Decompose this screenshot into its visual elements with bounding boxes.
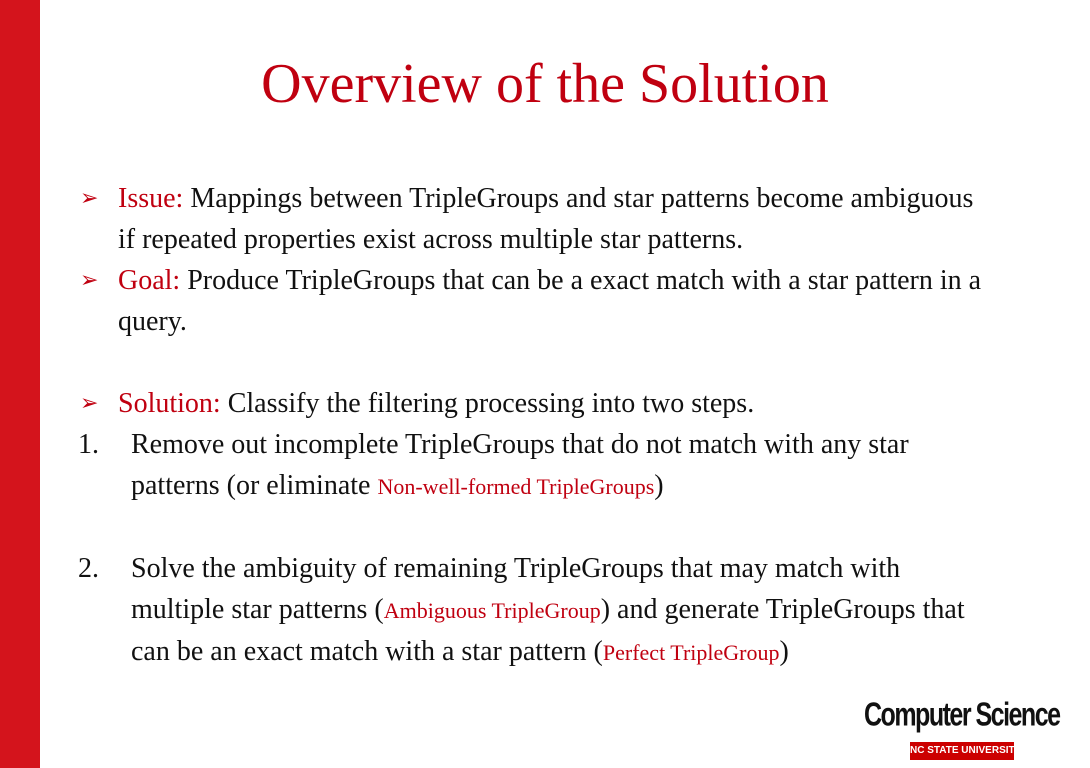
step-number: 1.	[78, 429, 99, 460]
bullet-item-goal	[78, 260, 988, 342]
step-text-middle: ) and generate TripleGroups that can be an exact match with a star pattern (	[131, 594, 965, 667]
step-text: Remove out incomplete TripleGroups that do not match with any star patterns (or eliminate	[131, 429, 909, 501]
bullet-text: Classify the filtering processing into two steps.	[220, 388, 755, 419]
step-term: Non-well-formed TripleGroups	[377, 474, 655, 499]
bullet-lead-label: Issue:	[118, 183, 184, 214]
bullet-text: Mappings between TripleGroups and star patterns become ambiguous if repeated properties exist across multiple star patterns.	[118, 183, 974, 255]
step-term: Ambiguous TripleGroup	[383, 598, 601, 623]
bullet-item-solution	[78, 383, 988, 424]
arrowhead-bullet-icon: ➢	[80, 268, 99, 293]
computer-science-logo	[864, 696, 1060, 760]
arrowhead-bullet-icon: ➢	[80, 186, 99, 211]
bullet-text: Produce TripleGroups that can be a exact match with a star pattern in a query.	[118, 265, 982, 337]
bullet-lead-label: Goal:	[118, 265, 181, 296]
bullet-item-issue	[78, 178, 988, 260]
slide-body	[78, 178, 988, 673]
step-text-end: )	[779, 636, 789, 667]
spacer	[78, 507, 988, 548]
numbered-step-1	[78, 424, 988, 507]
bullet-lead-label: Solution:	[118, 388, 221, 419]
step-term-2: Perfect TripleGroup	[602, 640, 780, 665]
step-number: 2.	[78, 553, 99, 584]
step-text: Solve the ambiguity of remaining TripleGroups that may match with multiple star patterns (	[131, 553, 901, 625]
spacer	[78, 342, 988, 383]
slide-title: Overview of the Solution	[261, 53, 829, 115]
logo-university-badge: NC STATE UNIVERSITY	[910, 742, 1014, 760]
arrowhead-bullet-icon: ➢	[80, 391, 99, 416]
step-text-end: )	[654, 470, 664, 501]
logo-title: Computer Science	[864, 696, 1060, 734]
numbered-step-2	[78, 548, 988, 673]
